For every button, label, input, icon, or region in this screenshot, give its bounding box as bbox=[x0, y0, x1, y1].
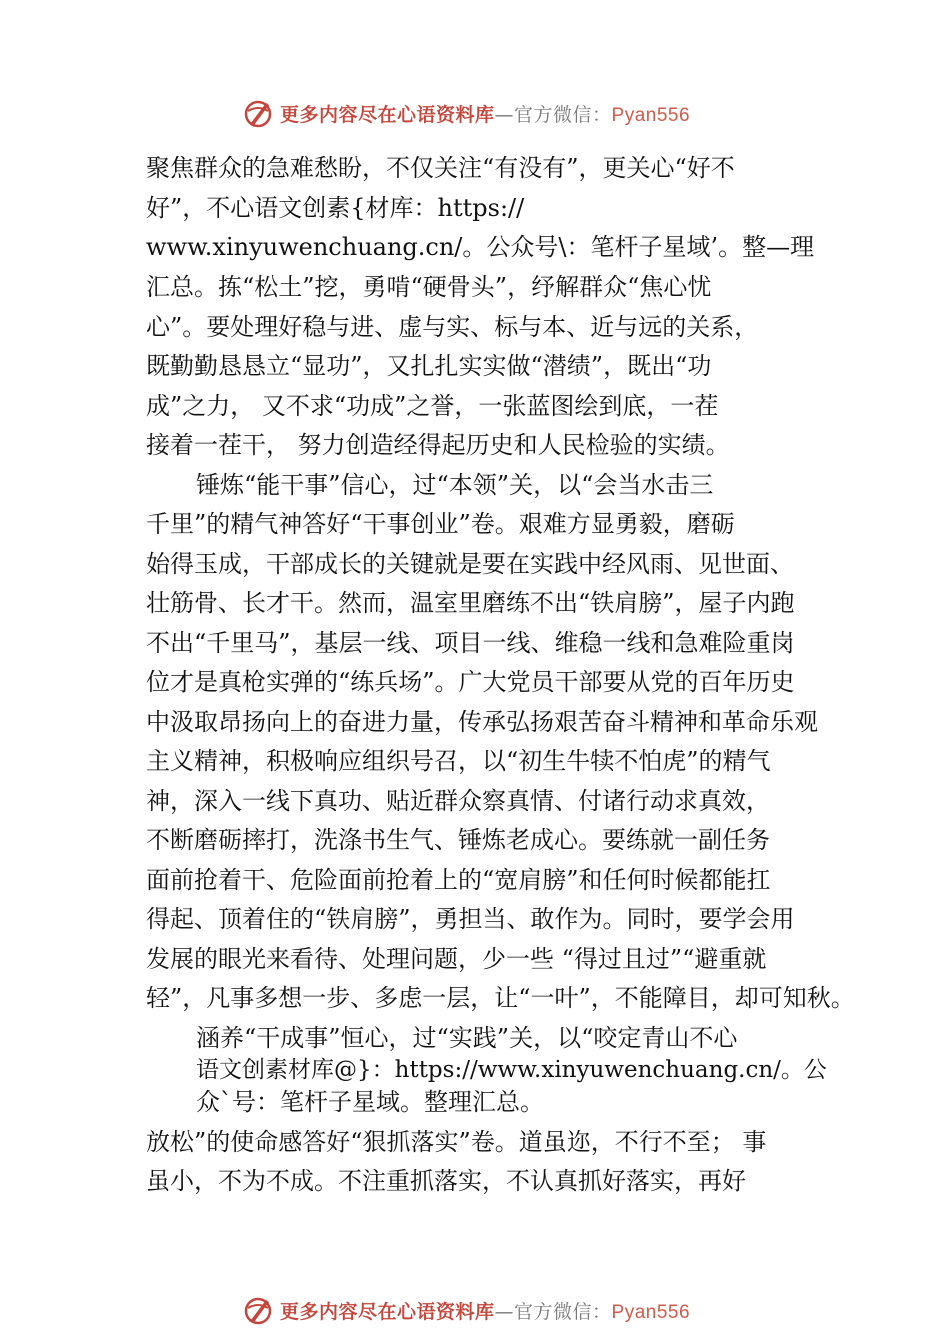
footer-banner bbox=[242, 1293, 762, 1327]
text-line: 中汲取昂扬向上的奋进力量，传承弘扬艰苦奋斗精神和革命乐观 bbox=[146, 708, 818, 736]
footer-banner-text bbox=[280, 1297, 690, 1324]
footer-banner-dash: — bbox=[494, 1300, 515, 1323]
text-line: 主义精神，积极响应组织号召，以“初生牛犊不怕虎”的精气 bbox=[146, 747, 771, 775]
text-line: 成”之力， 又不求“功成”之誉，一张蓝图绘到底，一茬 bbox=[146, 392, 719, 420]
text-line: 放松”的使命感答好“狠抓落实”卷。道虽迩，不行不至； 事 bbox=[146, 1128, 767, 1156]
text-line: 千里”的精气神答好“干事创业”卷。艰难方显勇毅，磨砺 bbox=[146, 510, 735, 538]
header-banner bbox=[242, 96, 762, 130]
text-line: 既勤勤恳恳立“显功”，又扎扎实实做“潜绩”，既出“功 bbox=[146, 352, 712, 380]
text-line: 接着一茬干， 努力创造经得起历史和人民检验的实绩。 bbox=[146, 431, 730, 459]
text-line: 聚焦群众的急难愁盼，不仅关注“有没有”，更关心“好不 bbox=[146, 154, 735, 182]
text-line: 位才是真枪实弹的“练兵场”。广大党员干部要从党的百年历史 bbox=[146, 668, 795, 696]
header-banner-prefix: 更多内容尽在心语资料库 bbox=[280, 103, 495, 126]
text-line: 得起、顶着住的“铁肩膀”，勇担当、敢作为。同时，要学会用 bbox=[146, 905, 795, 933]
text-line: 不出“千里马”，基层一线、项目一线、维稳一线和急难险重岗 bbox=[146, 629, 795, 657]
text-line: 众`号：笔杆子星域。整理汇总。 bbox=[196, 1088, 544, 1116]
text-line: 语文创素材库@}：https://www.xinyuwenchuang.cn/。公 bbox=[196, 1057, 827, 1083]
header-banner-wechat-id: Pyan556 bbox=[611, 104, 691, 126]
text-line: 虽小，不为不成。不注重抓落实，不认真抓好落实，再好 bbox=[146, 1167, 746, 1195]
text-line: 发展的眼光来看待、处理问题，少一些 “得过且过”“避重就 bbox=[146, 945, 767, 973]
text-line: 汇总。拣“松土”挖，勇啃“硬骨头”，纾解群众“焦心忧 bbox=[146, 273, 712, 301]
text-line: 锤炼“能干事”信心，过“本领”关，以“会当水击三 bbox=[196, 471, 714, 499]
footer-banner-prefix: 更多内容尽在心语资料库 bbox=[280, 1300, 495, 1323]
header-banner-text bbox=[280, 100, 690, 127]
text-line: 涵养“干成事”恒心，过“实践”关，以“咬定青山不心 bbox=[196, 1024, 738, 1052]
footer-banner-wechat-id: Pyan556 bbox=[611, 1301, 691, 1323]
text-line: 心”。要处理好稳与进、虚与实、标与本、近与远的关系， bbox=[146, 313, 759, 341]
text-line: 始得玉成，干部成长的关键就是要在实践中经风雨、见世面、 bbox=[146, 550, 794, 578]
text-line: 壮筋骨、长才干。然而，温室里磨练不出“铁肩膀”，屋子内跑 bbox=[146, 589, 795, 617]
pen-logo-icon bbox=[242, 1294, 274, 1326]
header-banner-dash: — bbox=[494, 103, 515, 126]
footer-banner-wechat-label: 官方微信： bbox=[514, 1300, 612, 1323]
text-line: 神，深入一线下真功、贴近群众察真情、付诸行动求真效， bbox=[146, 787, 770, 815]
text-line: www.xinyuwenchuang.cn/。公众号\：笔杆子星域’。整—理 bbox=[146, 233, 815, 261]
header-banner-wechat-label: 官方微信： bbox=[514, 103, 612, 126]
text-line: 面前抢着干、危险面前抢着上的“宽肩膀”和任何时候都能扛 bbox=[146, 866, 771, 894]
text-line: 不断磨砺摔打，洗涤书生气、锤炼老成心。要练就一副任务 bbox=[146, 826, 770, 854]
pen-logo-icon bbox=[242, 97, 274, 129]
text-line: 轻”，凡事多想一步、多虑一层，让“一叶”，不能障目，却可知秋。 bbox=[146, 984, 855, 1012]
text-line: 好”，不心语文创素{材库：https:// bbox=[146, 194, 525, 222]
